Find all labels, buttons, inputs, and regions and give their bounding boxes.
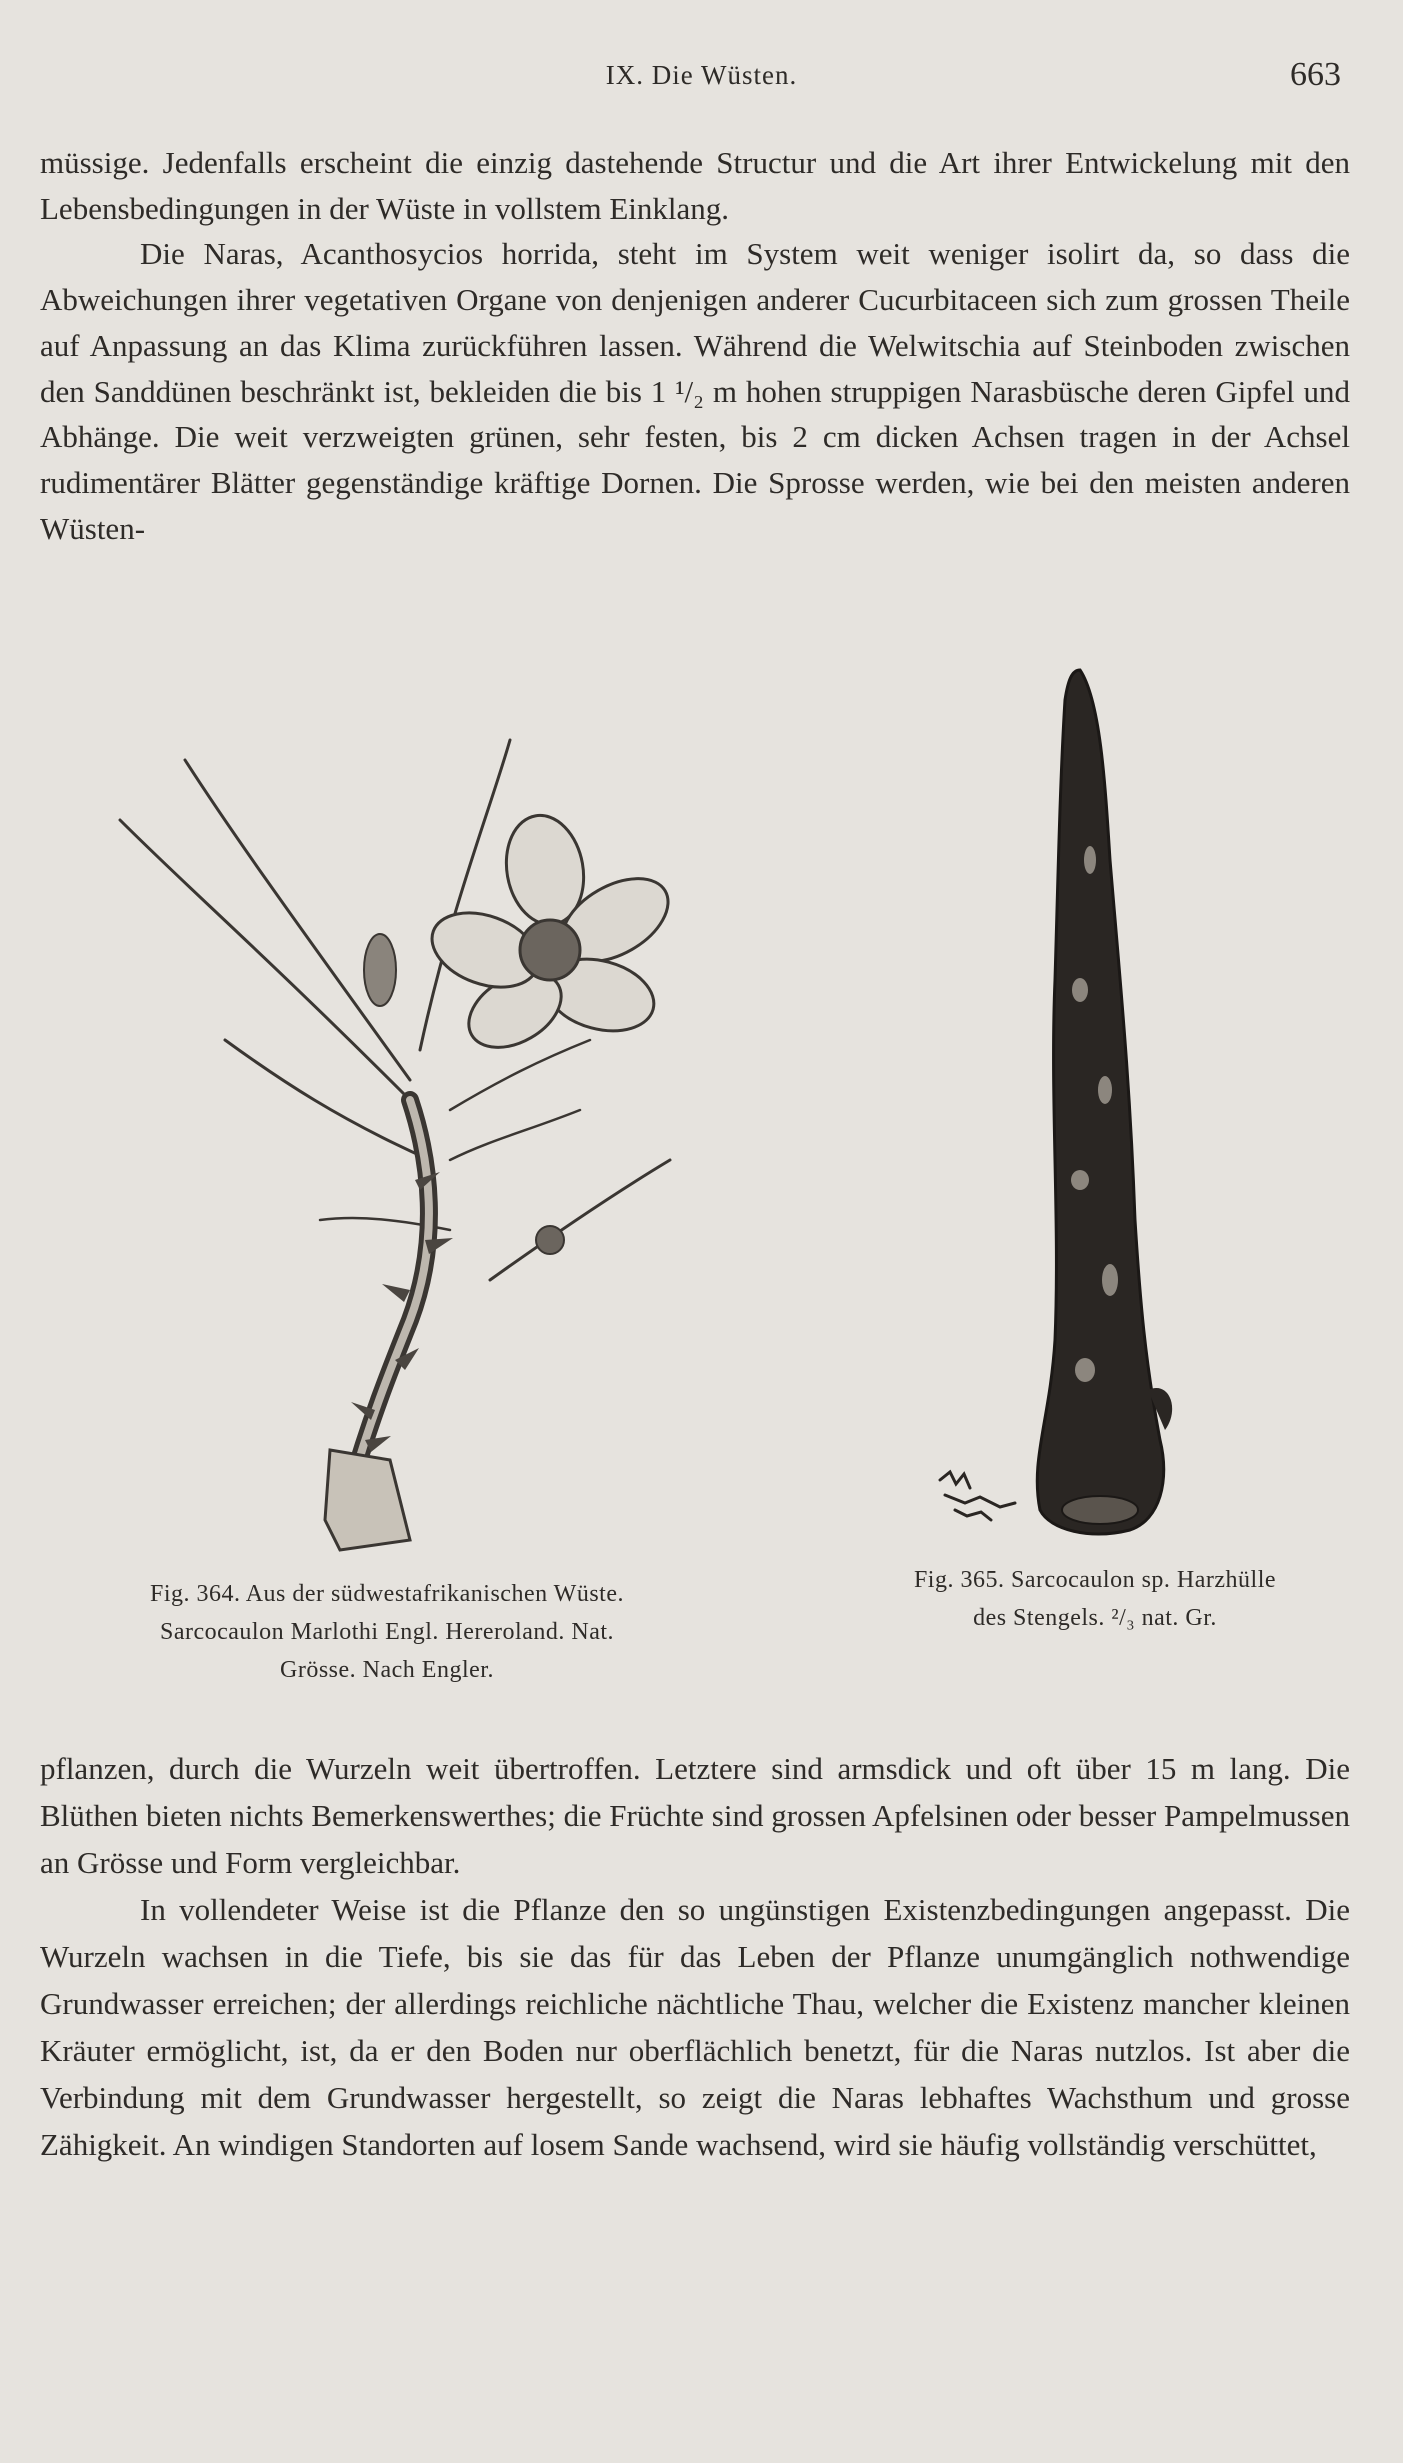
page-number: 663 (1290, 56, 1341, 93)
paragraph: pflanzen, durch die Wurzeln weit übertroffen. Letztere sind armsdick und oft über 15 m lang. Die Blüthen bieten nichts Bemerkenswerthes; die Früchte sind grossen Apfelsinen oder besser Pampelmussen an Grösse und Form vergleichbar. (40, 1751, 1350, 1880)
caption-line: Grösse. Nach Engler. (280, 1657, 494, 1683)
side-cluster (536, 1226, 564, 1254)
figure-364-illustration (110, 720, 710, 1560)
caption-line: Sarcocaulon Marlothi Engl. Hereroland. Nat. (159, 1619, 615, 1645)
caption-line: Fig. 364. Aus der südwestafrikanischen Wüste. (150, 1581, 624, 1607)
paragraph: müssige. Jedenfalls erscheint die einzig dastehende Structur und die Art ihrer Entwickelung mit den Lebensbedingungen in der Wüste in vollstem Einklang. (40, 145, 1350, 226)
spine (225, 1040, 430, 1160)
figure-365-illustration (930, 660, 1210, 1545)
caption-line: des Stengels. ²/₃ nat. Gr. (973, 1605, 1217, 1631)
sheath-opening (1062, 1496, 1138, 1524)
flower (422, 809, 683, 1062)
spine (490, 1160, 670, 1280)
spine (450, 1040, 590, 1110)
caption-line: Fig. 365. Sarcocaulon sp. Harzhülle (913, 1567, 1277, 1593)
spine (450, 1110, 580, 1160)
stem-base (325, 1450, 410, 1550)
artist-signature (935, 1465, 1025, 1525)
running-head (0, 56, 1403, 96)
figure-365-caption (825, 1561, 1365, 1637)
flower-bud (364, 934, 396, 1006)
body-text-top (40, 140, 1350, 551)
paragraph: In vollendeter Weise ist die Pflanze den so ungünstigen Existenzbedingungen angepasst. Die Wurzeln wachsen in die Tiefe, bis sie das für das Leben der Pflanze unumgänglich nothwendige Grundwasser erreichen; der allerdings reichliche nächtliche Thau, welcher die Existenz mancher kleinen Kräuter ermöglicht, ist, da er den Boden nur oberflächlich benetzt, für die Naras nutzlos. Ist aber die Verbindung mit dem Grundwasser hergestellt, so zeigt die Naras lebhaftes Wachsthum und grosse Zähigkeit. An windigen Standorten auf losem Sande wachsend, wird sie häufig vollständig verschüttet, (40, 1892, 1350, 2162)
paragraph: Die Naras, Acanthosycios horrida, steht im System weit weniger isolirt da, so dass die Abweichungen ihrer vegetativen Organe von denjenigen anderer Cucurbitaceen sich zum grossen Theile auf Anpassung an das Klima zurückführen lassen. Während die Welwitschia auf Steinboden zwischen den Sanddünen beschränkt ist, bekleiden die bis 1 ¹/₂ m hohen struppigen Narasbüsche deren Gipfel und Abhänge. Die weit verzweigten grünen, sehr festen, bis 2 cm dicken Achsen tragen in der Achsel rudimentärer Blätter gegenständige kräftige Dornen. Die Sprosse werden, wie bei den meisten anderen Wüsten- (40, 236, 1350, 546)
spine (185, 760, 410, 1080)
chapter-title: IX. Die Wüsten. (605, 60, 798, 90)
figure-364-caption (52, 1575, 722, 1689)
body-text-bottom (40, 1745, 1350, 2168)
resin-sheath (1037, 670, 1164, 1534)
